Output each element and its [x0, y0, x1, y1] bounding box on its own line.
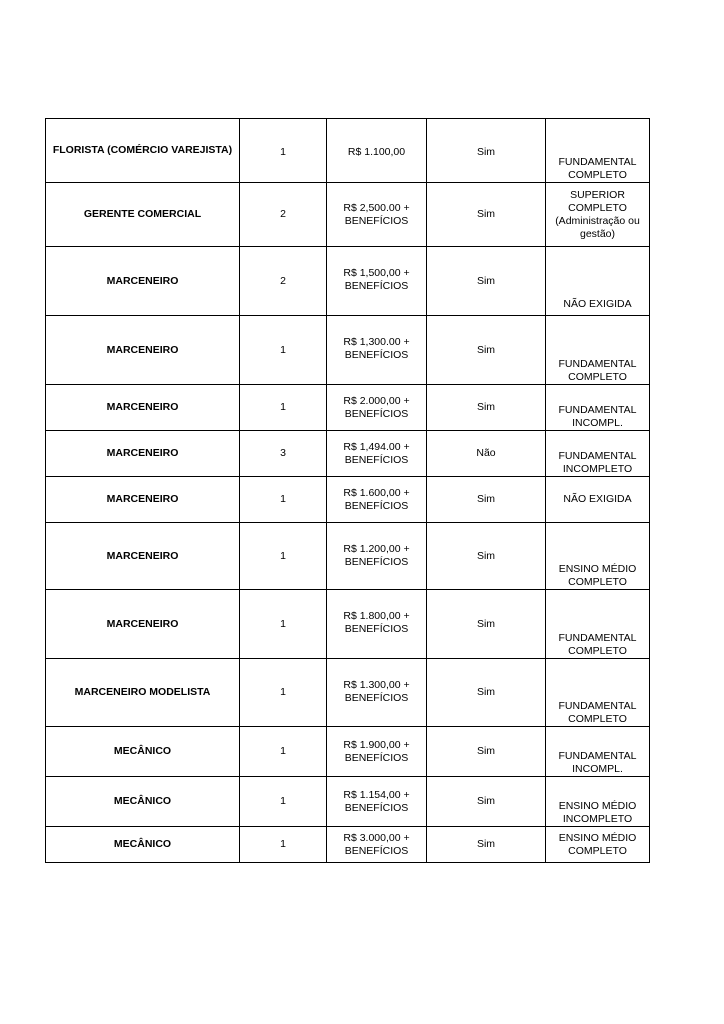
education-cell: SUPERIOR COMPLETO (Administração ou gestão) — [546, 183, 650, 247]
salary-cell — [327, 659, 427, 727]
table-row — [46, 659, 650, 727]
job-title-cell: MARCENEIRO — [46, 247, 240, 316]
openings-cell: 1 — [240, 590, 327, 659]
openings-cell: 1 — [240, 827, 327, 863]
salary-cell: R$ 1.154,00 + BENEFÍCIOS — [327, 777, 427, 827]
education-cell: ENSINO MÉDIO COMPLETO — [546, 523, 650, 590]
openings-cell: 2 — [240, 247, 327, 316]
openings-cell: 1 — [240, 385, 327, 431]
registration-cell — [427, 316, 546, 385]
education-cell: FUNDAMENTAL INCOMPL. — [546, 727, 650, 777]
salary-cell: R$ 3.000,00 + BENEFÍCIOS — [327, 827, 427, 863]
registration-cell: Sim — [427, 777, 546, 827]
job-title-cell: MARCENEIRO — [46, 477, 240, 523]
openings-cell: 1 — [240, 316, 327, 385]
openings-cell: 2 — [240, 183, 327, 247]
salary-cell: R$ 1.600,00 + BENEFÍCIOS — [327, 477, 427, 523]
education-cell: FUNDAMENTAL COMPLETO — [546, 659, 650, 727]
table-row — [46, 827, 650, 863]
salary-value: R$ 1,300.00 + BENEFÍCIOS — [343, 336, 410, 361]
registration-cell: Sim — [427, 590, 546, 659]
salary-cell — [327, 316, 427, 385]
registration-value: Sim — [476, 146, 496, 158]
salary-value: R$ 1.200,00 + BENEFÍCIOS — [343, 543, 410, 568]
table-row — [46, 119, 650, 183]
job-title-cell: MARCENEIRO MODELISTA — [46, 659, 240, 727]
job-title-cell: MARCENEIRO — [46, 431, 240, 477]
openings-cell: 1 — [240, 727, 327, 777]
registration-cell: Sim — [427, 385, 546, 431]
job-title-cell: MARCENEIRO — [46, 523, 240, 590]
table-row — [46, 777, 650, 827]
job-title-cell: GERENTE COMERCIAL — [46, 183, 240, 247]
table-row — [46, 316, 650, 385]
education-cell: NÃO EXIGIDA — [546, 477, 650, 523]
registration-cell: Sim — [427, 523, 546, 590]
education-cell: FUNDAMENTAL COMPLETO — [546, 316, 650, 385]
table-row — [46, 477, 650, 523]
openings-cell: 1 — [240, 523, 327, 590]
registration-cell: Não — [427, 431, 546, 477]
job-title-cell: MARCENEIRO — [46, 590, 240, 659]
registration-cell: Sim — [427, 727, 546, 777]
salary-cell: R$ 2.000,00 + BENEFÍCIOS — [327, 385, 427, 431]
job-title-cell: MECÂNICO — [46, 777, 240, 827]
salary-value: R$ 2,500.00 + BENEFÍCIOS — [343, 202, 410, 227]
education-cell: ENSINO MÉDIO COMPLETO — [546, 827, 650, 863]
table-row — [46, 431, 650, 477]
education-cell: FUNDAMENTAL INCOMPLETO — [546, 431, 650, 477]
registration-cell: Sim — [427, 659, 546, 727]
registration-cell — [427, 119, 546, 183]
job-title-cell: FLORISTA (COMÉRCIO VAREJISTA) — [46, 119, 240, 183]
salary-cell — [327, 523, 427, 590]
openings-cell: 1 — [240, 659, 327, 727]
openings-cell: 1 — [240, 477, 327, 523]
salary-value: R$ 1.800,00 + BENEFÍCIOS — [343, 610, 410, 635]
education-cell: FUNDAMENTAL COMPLETO — [546, 119, 650, 183]
salary-value: R$ 1.300,00 + BENEFÍCIOS — [343, 679, 410, 704]
table-row — [46, 183, 650, 247]
education-cell: FUNDAMENTAL INCOMPL. — [546, 385, 650, 431]
table-row — [46, 523, 650, 590]
registration-value: Sim — [476, 344, 496, 356]
openings-cell: 1 — [240, 777, 327, 827]
openings-value: 1 — [280, 146, 286, 158]
registration-cell: Sim — [427, 827, 546, 863]
education-cell: NÃO EXIGIDA — [546, 247, 650, 316]
job-title-cell: MARCENEIRO — [46, 316, 240, 385]
education-cell: FUNDAMENTAL COMPLETO — [546, 590, 650, 659]
registration-cell: Sim — [427, 183, 546, 247]
table-row — [46, 247, 650, 316]
job-listing-table — [45, 118, 650, 863]
openings-cell: 3 — [240, 431, 327, 477]
job-title-cell: MECÂNICO — [46, 727, 240, 777]
registration-cell — [427, 247, 546, 316]
registration-cell: Sim — [427, 477, 546, 523]
salary-value: R$ 1,500,00 + BENEFÍCIOS — [343, 267, 410, 292]
table-row — [46, 385, 650, 431]
education-cell: ENSINO MÉDIO INCOMPLETO — [546, 777, 650, 827]
salary-cell — [327, 590, 427, 659]
table-row — [46, 590, 650, 659]
salary-value: R$ 1.100,00 — [347, 146, 406, 158]
job-title-cell: MARCENEIRO — [46, 385, 240, 431]
job-title-cell: MECÂNICO — [46, 827, 240, 863]
salary-cell — [327, 247, 427, 316]
salary-cell — [327, 119, 427, 183]
table-row — [46, 727, 650, 777]
salary-cell: R$ 1,494.00 + BENEFÍCIOS — [327, 431, 427, 477]
salary-cell: R$ 1.900,00 + BENEFÍCIOS — [327, 727, 427, 777]
openings-cell — [240, 119, 327, 183]
salary-cell — [327, 183, 427, 247]
registration-value: Sim — [476, 275, 496, 287]
